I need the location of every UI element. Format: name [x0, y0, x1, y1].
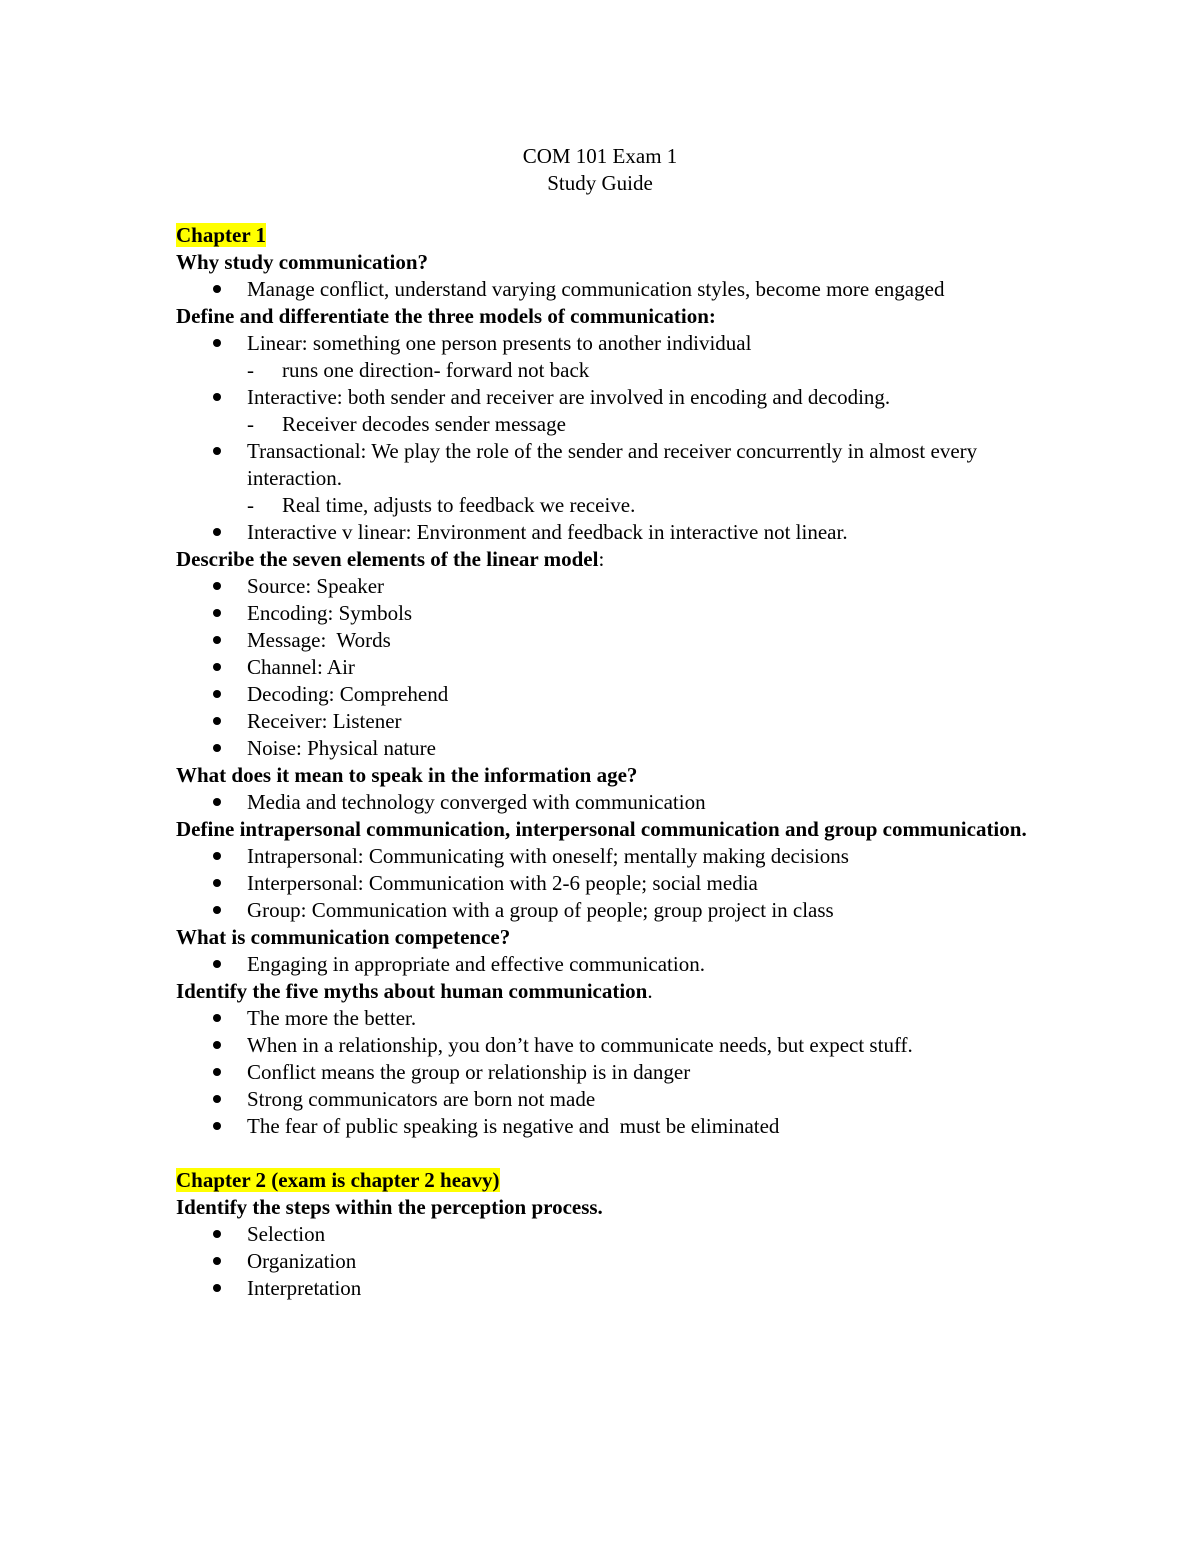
bullet-icon — [213, 1041, 221, 1049]
dash-icon: - — [247, 493, 254, 517]
bullet-icon — [213, 663, 221, 671]
bullet-icon — [213, 582, 221, 590]
list-item — [176, 1113, 1036, 1140]
bullet-icon — [213, 1095, 221, 1103]
question-seven-elements-text: Describe the seven elements of the linear model — [176, 547, 599, 571]
list-item — [176, 1005, 1036, 1032]
list-item — [176, 276, 1036, 303]
question-communication-types: Define intrapersonal communication, interpersonal communication and group communication. — [176, 817, 1027, 841]
sub-list-item — [176, 357, 1036, 384]
list-item — [176, 627, 1036, 654]
sub-list-item-text: Receiver decodes sender message — [282, 412, 566, 436]
bullet-icon — [213, 447, 221, 455]
list-item — [176, 330, 1036, 357]
bullet-icon — [213, 960, 221, 968]
list-item-text: Transactional: We play the role of the sender and receiver concurrently in almost every interaction. — [247, 439, 978, 490]
list-item-text: Decoding: Comprehend — [247, 682, 449, 706]
list-item-text: When in a relationship, you don’t have to communicate needs, but expect stuff. — [247, 1033, 913, 1057]
question-five-myths-text: Identify the five myths about human communication — [176, 979, 648, 1003]
question-perception-process: Identify the steps within the perception process. — [176, 1195, 603, 1219]
list-item — [176, 1275, 1036, 1302]
chapter-1-label: Chapter 1 — [176, 223, 267, 247]
chapter-2-label: Chapter 2 (exam is chapter 2 heavy) — [176, 1168, 500, 1192]
bullet-icon — [213, 1230, 221, 1238]
list-item-text: The more the better. — [247, 1006, 417, 1030]
list-item-text: Noise: Physical nature — [247, 736, 436, 760]
question-seven-elements-colon: : — [598, 547, 605, 571]
bullet-icon — [213, 879, 221, 887]
list-item — [176, 1032, 1036, 1059]
list-item — [176, 519, 1036, 546]
list-item — [176, 654, 1036, 681]
list-item — [176, 735, 1036, 762]
document-title: COM 101 Exam 1 — [522, 144, 678, 168]
list-item — [176, 708, 1036, 735]
list-item-text: Group: Communication with a group of people; group project in class — [247, 898, 834, 922]
document-subtitle: Study Guide — [547, 171, 653, 195]
bullet-icon — [213, 1122, 221, 1130]
list-item-text: Interpretation — [247, 1276, 362, 1300]
bullet-icon — [213, 852, 221, 860]
list-item — [176, 843, 1036, 870]
list-item — [176, 870, 1036, 897]
list-item — [176, 438, 1036, 492]
bullet-icon — [213, 636, 221, 644]
sub-list-item-text: runs one direction- forward not back — [282, 358, 590, 382]
list-item — [176, 600, 1036, 627]
question-competence: What is communication competence? — [176, 925, 511, 949]
bullet-icon — [213, 744, 221, 752]
list-item-text: Channel: Air — [247, 655, 355, 679]
bullet-icon — [213, 609, 221, 617]
question-why-study: Why study communication? — [176, 250, 429, 274]
bullet-icon — [213, 717, 221, 725]
question-seven-elements — [176, 546, 1036, 573]
list-item-text: Linear: something one person presents to another individual — [247, 331, 752, 355]
list-item-text: Receiver: Listener — [247, 709, 402, 733]
dash-icon: - — [247, 358, 254, 382]
list-item — [176, 681, 1036, 708]
list-item-text: Selection — [247, 1222, 326, 1246]
list-item — [176, 1086, 1036, 1113]
list-item — [176, 1221, 1036, 1248]
list-item — [176, 897, 1036, 924]
bullet-icon — [213, 1068, 221, 1076]
sub-list-item-text: Real time, adjusts to feedback we receive. — [282, 493, 636, 517]
list-item — [176, 1059, 1036, 1086]
bullet-icon — [213, 906, 221, 914]
list-item-text: The fear of public speaking is negative and must be eliminated — [247, 1114, 780, 1138]
document-body — [176, 222, 1036, 1302]
list-item-text: Conflict means the group or relationship is in danger — [247, 1060, 691, 1084]
list-item-text: Engaging in appropriate and effective communication. — [247, 952, 705, 976]
question-information-age: What does it mean to speak in the information age? — [176, 763, 638, 787]
list-item-text: Media and technology converged with communication — [247, 790, 706, 814]
question-five-myths-period: . — [647, 979, 653, 1003]
bullet-icon — [213, 1284, 221, 1292]
bullet-icon — [213, 1014, 221, 1022]
list-item — [176, 573, 1036, 600]
dash-icon: - — [247, 412, 254, 436]
list-item-text: Interpersonal: Communication with 2-6 people; social media — [247, 871, 758, 895]
list-item-text: Source: Speaker — [247, 574, 385, 598]
section-spacer — [176, 1140, 1036, 1167]
bullet-icon — [213, 690, 221, 698]
list-item — [176, 384, 1036, 411]
bullet-icon — [213, 285, 221, 293]
list-item — [176, 1248, 1036, 1275]
sub-list-item — [176, 492, 1036, 519]
list-item — [176, 951, 1036, 978]
list-item-text: Encoding: Symbols — [247, 601, 413, 625]
bullet-icon — [213, 528, 221, 536]
chapter-1-heading — [176, 222, 1036, 249]
list-item-text: Manage conflict, understand varying communication styles, become more engaged — [247, 277, 945, 301]
question-five-myths — [176, 978, 1036, 1005]
list-item-text: Organization — [247, 1249, 357, 1273]
sub-list-item — [176, 411, 1036, 438]
question-three-models: Define and differentiate the three models of communication: — [176, 304, 716, 328]
list-item-text: Intrapersonal: Communicating with oneself; mentally making decisions — [247, 844, 849, 868]
bullet-icon — [213, 339, 221, 347]
document-header — [0, 143, 1200, 197]
chapter-2-heading — [176, 1167, 1036, 1194]
list-item-text: Interactive v linear: Environment and feedback in interactive not linear. — [247, 520, 848, 544]
list-item — [176, 789, 1036, 816]
bullet-icon — [213, 798, 221, 806]
bullet-icon — [213, 393, 221, 401]
list-item-text: Strong communicators are born not made — [247, 1087, 596, 1111]
bullet-icon — [213, 1257, 221, 1265]
list-item-text: Interactive: both sender and receiver are involved in encoding and decoding. — [247, 385, 891, 409]
list-item-text: Message: Words — [247, 628, 391, 652]
